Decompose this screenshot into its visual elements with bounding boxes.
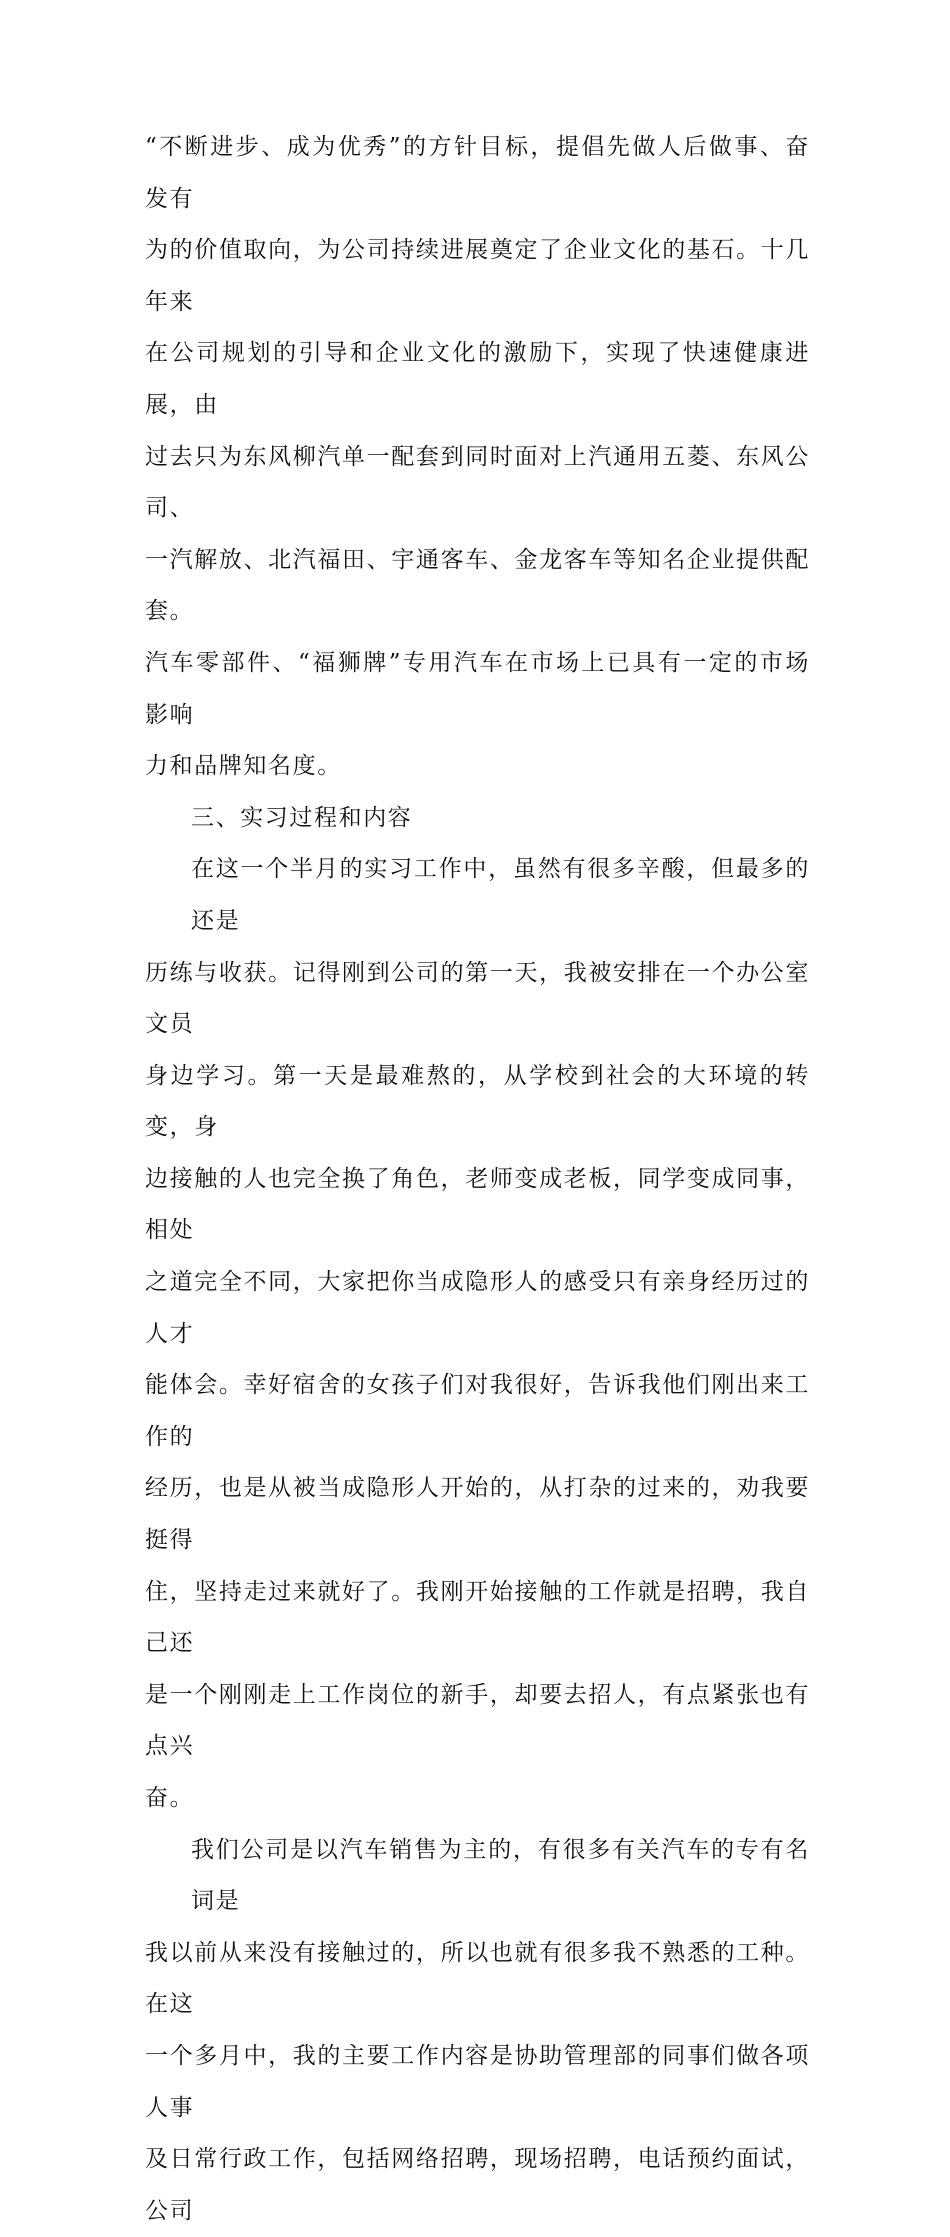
- text-line: 之道完全不同，大家把你当成隐形人的感受只有亲身经历过的人才: [145, 1269, 810, 1347]
- text-line: 力和品牌知名度。: [145, 753, 342, 780]
- text-line: “不断进步、成为优秀”的方针目标，提倡先做人后做事、奋发有: [145, 134, 810, 212]
- text-line: 过去只为东风柳汽单一配套到同时面对上汽通用五菱、东风公司、: [145, 443, 810, 522]
- text-line: 经历，也是从被当成隐形人开始的，从打杂的过来的，劝我要挺得: [145, 1475, 810, 1554]
- text-line: 历练与收获。记得刚到公司的第一天，我被安排在一个办公室文员: [145, 959, 810, 1038]
- text-line: 住，坚持走过来就好了。我刚开始接触的工作就是招聘，我自己还: [145, 1578, 810, 1657]
- text-line: 及日常行政工作，包括网络招聘，现场招聘，电话预约面试，公司: [145, 2146, 810, 2224]
- text-line: 为的价值取向，为公司持续进展奠定了企业文化的基石。十几年来: [145, 237, 810, 315]
- text-line: 一个多月中，我的主要工作内容是协助管理部的同事们做各项人事: [145, 2042, 810, 2121]
- text-line: 能体会。幸好宿舍的女孩子们对我很好，告诉我他们刚出来工作的: [145, 1372, 810, 1450]
- text-line: 汽车零部件、“福狮牌”专用汽车在市场上已具有一定的市场影响: [145, 649, 810, 728]
- text-line: 是一个刚刚走上工作岗位的新手，却要去招人，有点紧张也有点兴: [145, 1681, 810, 1760]
- section-heading-text: 三、实习过程和内容: [191, 804, 413, 831]
- text-line: 在公司规划的引导和企业文化的激励下，实现了快速健康进展，由: [145, 340, 810, 418]
- text-line: 我以前从来没有接触过的，所以也就有很多我不熟悉的工种。在这: [145, 1939, 810, 2018]
- text-line: 我们公司是以汽车销售为主的，有很多有关汽车的专有名词是: [191, 1836, 810, 1915]
- text-line: 奋。: [145, 1785, 195, 1811]
- text-line: 在这一个半月的实习工作中，虽然有很多辛酸，但最多的还是: [191, 856, 810, 934]
- document-body: [145, 122, 810, 2237]
- text-line: 身边学习。第一天是最难熬的，从学校到社会的大环境的转变，身: [145, 1062, 810, 1141]
- text-line: 一汽解放、北汽福田、宇通客车、金龙客车等知名企业提供配套。: [145, 546, 810, 625]
- paragraph-internship-experience: [145, 844, 810, 1824]
- paragraph-work-content: [145, 1825, 810, 2237]
- paragraph-company-culture: [145, 122, 810, 793]
- section-heading: [145, 793, 810, 845]
- text-line: 边接触的人也完全换了角色，老师变成老板，同学变成同事，相处: [145, 1165, 810, 1244]
